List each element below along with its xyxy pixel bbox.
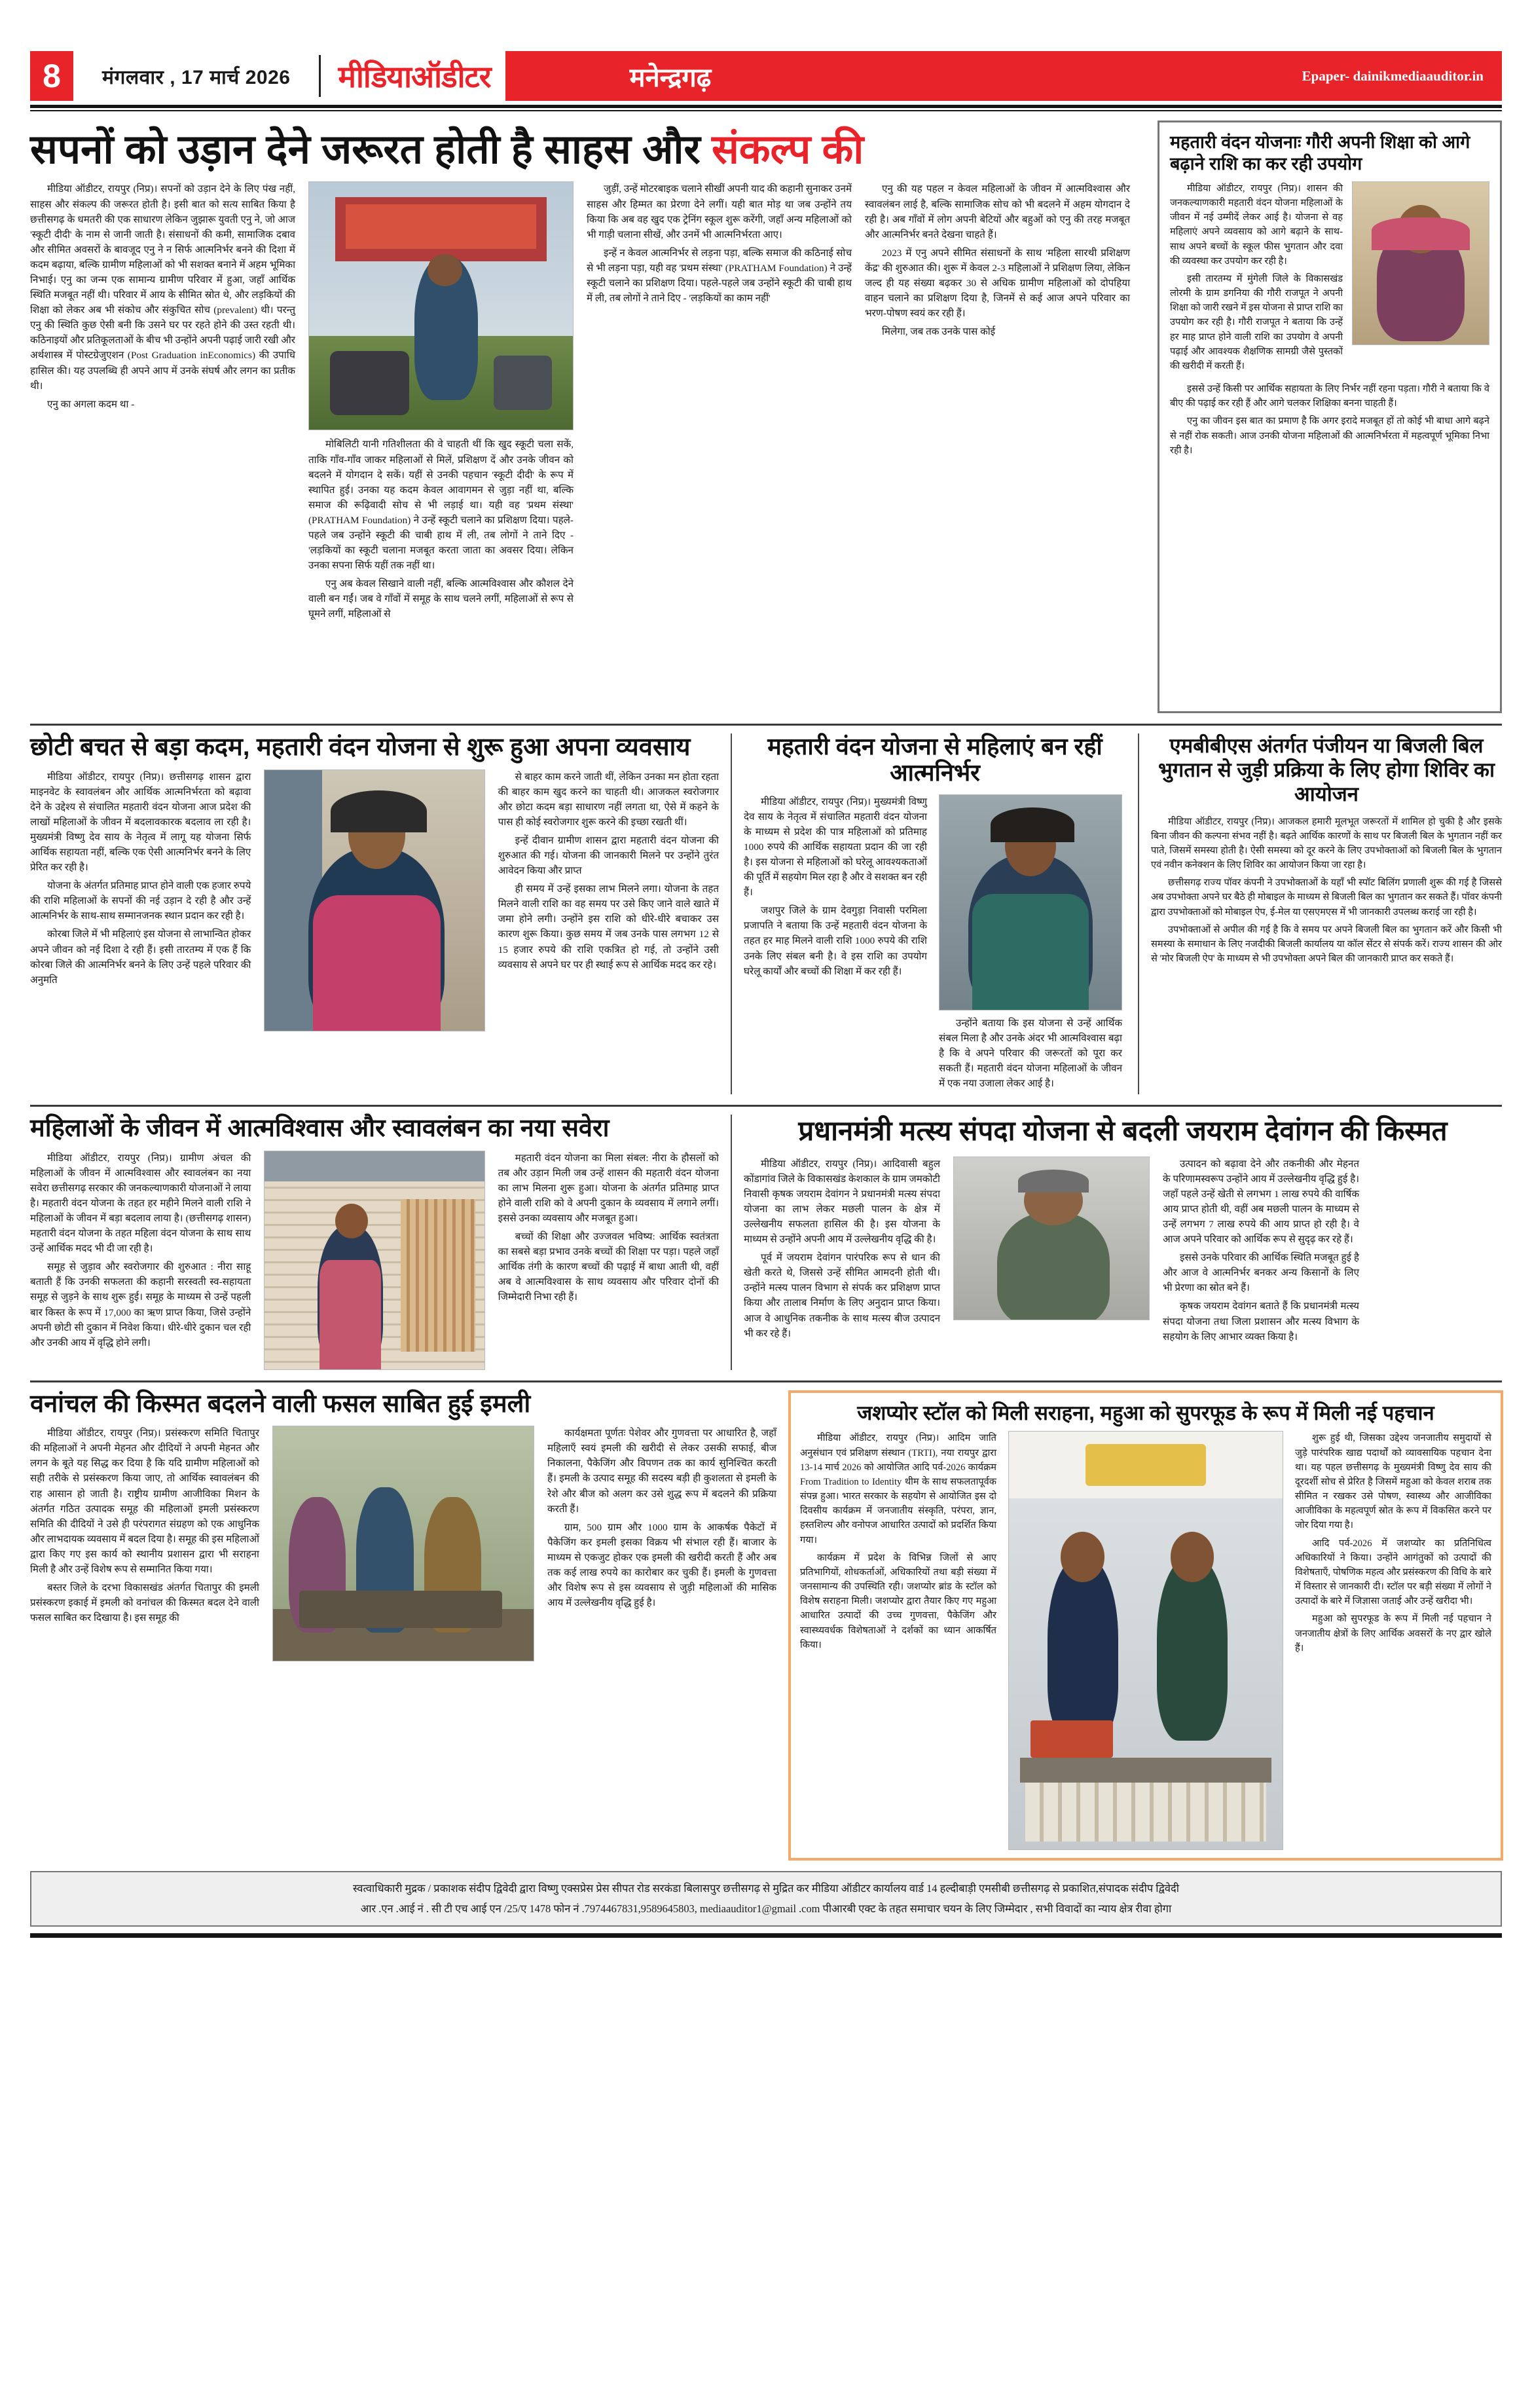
r4b-c1-p1: मीडिया ऑडीटर, रायपुर (निप्र)। आदिम जाति अनुसंधान एवं प्रशिक्षण संस्थान (TRTI), नया रायपुर द्वारा 13-14 मार्च 2026 को आयोजित आदि पर्व-2026 कार्यक्रम From Tradition to Identity थीम के साथ सफलतापूर्वक संपन्न हुआ। भारत सरकार के सहयोग से आयोजित इस दो दिवसीय कार्यक्रम में जनजातीय संस्कृति, परंपरा, ज्ञान, हस्तशिल्प और वनोपज आधारित उत्पादों को प्रदर्शित किया गया। [800,1433,996,1546]
epaper-url[interactable]: Epaper- dainikmediaauditor.in [1302,67,1484,84]
imprint-footer [30,1871,1502,1927]
masthead-rule-thin [30,110,1502,111]
side-p2: इसी तारतम्य में मुंगेली जिले के विकासखंड लोरमी के ग्राम डगनिया की गौरी राजपूत ने अपनी शिक्षा को जारी रखने में इस योजना से प्राप्त राशि का उपयोग कर रही है। गौरी राजपूत ने बताया कि उन्हें हर माह प्राप्त होने वाली राशि का उपयोग वे अपनी पढ़ाई और आवश्यक शैक्षणिक सामग्री जैसे पुस्तकों की खरीदी में करती हैं। [1170,273,1343,371]
r2c-p3: उपभोक्ताओं से अपील की गई है कि वे समय पर अपने बिजली बिल का भुगतान करें और किसी भी समस्या के समाधान के लिए नजदीकी बिजली कार्यालय या कॉल सेंटर से संपर्क करें। राज्य शासन की ओर से 'मोर बिजली ऐप' के माध्यम से भी उपभोक्ता अपने बिल की जानकारी प्राप्त कर सकते हैं। [1151,924,1502,965]
row4-b-headline: जशप्योर स्टॉल को मिली सराहना, महुआ को सुपरफूड के रूप में मिली नई पहचान [857,1401,1434,1424]
row3-story-b [732,1115,1502,1370]
side-story-headline: महतारी वंदन योजनाः गौरी अपनी शिक्षा को आगे बढ़ाने राशि का कर रही उपयोग [1170,132,1470,174]
row2-a-photo-col [264,769,484,1031]
row4-a-photo-col [272,1426,534,1661]
row2-a-photo-woman [264,769,484,1031]
section-rule-1 [30,724,1502,726]
lead-section [30,120,1502,713]
side-photo-gauri [1352,181,1489,345]
row4-a-col1 [30,1426,259,1661]
r2a-c2-p2: इन्हें दीवान ग्रामीण शासन द्वारा महतारी वंदन योजना की शुरुआत की गई। योजना की जानकारी मिलने पर उन्होंने तुरंत आवेदन किया और प्राप्त [498,834,719,877]
r2c-p1: मीडिया ऑडीटर, रायपुर (निप्र)। आजकल हमारी मूलभूत जरूरतों में शामिल हो चुकी है और इसके बिना जीवन की कल्पना संभव नहीं है। बढ़ते आर्थिक कारणों के साथ पर बिजली बिल के भुगतान नहीं कर पाते, जिसमें समस्या होती है। ऐसी समस्या को दूर करने के लिए उपभोक्ताओं को बिजली बिल के भुगतान एवं नवीन कनेक्शन के लिए शिविर का आयोजन किया जा रहा है। [1151,816,1502,871]
section-rule-3 [30,1380,1502,1382]
edition-name: मनेन्द्रगढ़ [629,63,712,92]
lead-c2-p1: मोबिलिटी यानी गतिशीलता की वे चाहती थीं कि खुद स्कूटी चला सकें, ताकि गाँव-गाँव जाकर महिलाओं से मिलें, प्रशिक्षण दें और उनके जीवन को बदलने में योगदान दे सकें। यहीं से उनकी पहचान 'स्कूटी दीदी' के रूप में स्थापित हुई। उनका यह कदम केवल आवागमन से जुड़ा नहीं था, बल्कि समाज की रूढ़िवादी सोच से भी लड़ाई था। यही वह 'प्रथम संस्था' (PRATHAM Foundation) ने उन्हें स्कूटी चलाने का प्रशिक्षण दिया। पहले-पहले जब उन्होंने स्कूटी की चाबी हाथ में ली, तब लोगों ने ताने दिए - 'लड़कियों का स्कूटी चलाना मजबूत करता जाता का अवसर दिया। लेकिन उनका सपना सिर्फ यहीं तक नहीं था। [308,439,574,572]
lead-c4-p2: 2023 में एनु अपने सीमित संसाधनों के साथ 'महिला सारथी प्रशिक्षण केंद्र' की शुरुआत की। शुरू में केवल 2-3 महिलाओं ने प्रशिक्षण लिया, लेकिन जल्द ही यह संख्या बढ़कर 30 से अधिक ग्रामीण महिलाओं को दोपहिया वाहन चलाने का प्रशिक्षण दिया है, जिनमें से कई आज अपने परिवार का भरण-पोषण स्वयं कर रही हैं। [865,247,1130,320]
r2a-c1-p1: मीडिया ऑडीटर, रायपुर (निप्र)। छत्तीसगढ़ शासन द्वारा माइनवेट के स्वावलंबन और आर्थिक आत्मनिर्भरता को बढ़ावा देने के उद्देश्य से संचालित महतारी वंदन योजना आज प्रदेश की लाखों महिलाओं के जीवन में बदलावकारक बदलाव ला रही है। मुख्यमंत्री विष्णु देव साय के नेतृत्व में लागू यह योजना सिर्फ आर्थिक सहायता नहीं, बल्कि एक ऐसी आत्मनिर्भर बनने के लिए प्रेरित कर रही है। [30,771,251,874]
r2a-c2-p3: ही समय में उन्हें इसका लाभ मिलने लगा। योजना के तहत मिलने वाली राशि का वह समय पर उसे किए जाने वाले खाते में जमा होने लगी। उन्होंने इस राशि को धीरे-धीरे बचाकर उस कारण शुरू किया। कुछ समय में जब उनके पास लगभग 12 से 15 हजार रुपये की राशि एकत्रित हो गई, तो उन्होंने उसी व्यवसाय से अपने घर पर ही स्थाई रूप से आर्थिक मदद कर रहे। [498,883,719,971]
row-2 [30,733,1502,1094]
lead-c4-p3: मिलेगा, जब तक उनके पास कोई [882,326,996,338]
r3a-c1-p1: मीडिया ऑडीटर, रायपुर (निप्र)। ग्रामीण अंचल की महिलाओं के जीवन में आत्मविश्वास और स्वावलंबन का नया सवेरा छत्तीसगढ़ सरकार की जनकल्याणकारी योजनाओं ने लाया है। महतारी वंदन योजना के तहत हर महीने मिलने वाली राशि ने महिलाओं के जीवन में बड़ा बदलाव लाया है। (छत्तीसगढ़ शासन) महतारी वंदन योजना के तहत महिला वंदन योजना के साथ साथ उन्हें आर्थिक मदद भी दी जा रही है। [30,1152,251,1255]
lead-c3-p2: इन्हें न केवल आत्मनिर्भर से लड़ना पड़ा, बल्कि समाज की कठिनाई सोच से भी लड़ना पड़ा, यही वह 'प्रथम संस्था' (PRATHAM Foundation) ने उन्हें स्कूटी चलाने का प्रशिक्षण दिया। पहले-पहले जब उन्होंने स्कूटी की चाबी हाथ में ली, तब लोगों ने ताने दिए - 'लड़कियों का काम नहीं' [587,247,852,305]
lead-c1-p1: मीडिया ऑडीटर, रायपुर (निप्र)। सपनों को उड़ान देने के लिए पंख नहीं, साहस और संकल्प की जरूरत होती है। इसी बात को सत्य साबित किया है छत्तीसगढ़ के धमतरी की एक साधारण लेकिन जुझारू युवती एनु ने, जो आज 'स्कूटी दीदी' के नाम से जानी जाती है। संसाधनों की कमी, सामाजिक दबाव और सीमित अवसरों के बावजूद एनु ने न सिर्फ आत्मनिर्भर बनने की दिशा में कदम बढ़ाया, बल्कि ग्रामीण महिलाओं को भी सशक्त बनाने में अहम भूमिका निभाई। एनु का जन्म एक सामान्य ग्रामीण परिवार में हुआ, जहाँ आर्थिक स्थिति मजबूत नहीं थी। परिवार में आय के सीमित स्रोत थे, और लड़कियों की शिक्षा को लेकर अब भी संकोच और संकुचित सोच (prevalent) थी। परन्तु एनु की स्थिति कुछ ऐसी बनी कि उसने घर पर रहते होने की उस्त रहती थी। कठिनाइयों और प्रतिकूलताओं के बीच भी उन्होंने अपनी पढ़ाई जारी रखी और अर्थशास्त्र में पोस्टग्रेजुएशन (Post Graduation inEconomics) की उपाधि हासिल की। यह उपलब्धि ही अपने आप में उनके संघर्ष और लगन का प्रतीक थी। [30,183,295,392]
r3a-c2-p1: महतारी वंदन योजना का मिला संबल: नीरा के हौसलों को तब और उड़ान मिली जब उन्हें शासन की महतारी वंदन योजना का लाभ मिलना शुरू हुआ। योजना के अंतर्गत प्रतिमाह प्राप्त होने वाली राशि को वे अपनी दुकान के व्यवसाय में लगाने लगीं। इससे उनका व्यवसाय और मजबूत हुआ। [498,1152,719,1225]
footer-rule [30,1933,1502,1938]
r4b-c2-p2: आदि पर्व-2026 में जशप्योर का प्रतिनिधित्व अधिकारियों ने किया। उन्होंने आगंतुकों को उत्पादों की विशेषताएँ, पोषणिक महत्व और प्रसंस्करण की विधि के बारे में विस्तार से जानकारी दी। स्टॉल पर बड़ी संख्या में लोगों ने उत्पादों के बारे में जिज्ञासा जताई और उन्हें खरीदा भी। [1295,1538,1491,1607]
side-p1: मीडिया ऑडीटर, रायपुर (निप्र)। शासन की जनकल्याणकारी महतारी वंदन योजना महिलाओं के जीवन में नई उम्मीदें लेकर आई है। योजना से वह महिलाएं अपने व्यवसाय को आगे बढ़ाने के साथ-साथ अपने बच्चों के स्कूल फीस भुगतान और दवा की व्यवस्था कर उपयोग कर रही है। [1170,183,1343,267]
row2-b-photo-woman [939,794,1122,1010]
lead-col-1 [30,181,295,625]
lead-col-4 [865,181,1130,625]
r4a-c2-p1: कार्यक्षमता पूर्णतः पेशेवर और गुणवत्ता पर आधारित है, जहाँ महिलाएँ स्वयं इमली की खरीदी से लेकर उसकी सफाई, बीज निकालना, पैकेजिंग और विपणन तक का कार्य सुनिश्चित करती हैं। इमली के उत्पाद समूह की सदस्य बड़ी ही कुशलता से इमली के रेशे और बीज को अलग कर उसे शुद्ध रूप में बदलने की प्रक्रिया करती हैं। [547,1428,776,1515]
imprint-line-2: आर .एन .आई नं . सी टी एच आई एन /25/ए 1478 फोन नं .7974467831,9589645803, mediaauditor1@gmail .com पीआरबी एक्ट के तहत समाचार चयन के लिए जिम्मेदार , सभी विवादों का न्याय क्षेत्र रीवा होगा [360,1902,1172,1915]
row3-a-col1 [30,1151,251,1370]
row2-story-c [1139,733,1502,1094]
row3-a-photo-shop [264,1151,484,1370]
masthead-rule-thick [30,105,1502,108]
r3b-c1-p2: पूर्व में जयराम देवांगन पारंपरिक रूप से धान की खेती करते थे, जिससे उन्हें सीमित आमदनी होती थी। उन्होंने मत्स्य पालन विभाग से संपर्क कर प्रशिक्षण प्राप्त किया और तालाब निर्माण के लिए अनुदान प्राप्त किया। आज वे आधुनिक तकनीक के साथ मत्स्य बीज उत्पादन भी कर रहे हैं। [744,1252,940,1339]
lead-columns [30,181,1130,625]
r3b-c2-p3: कृषक जयराम देवांगन बताते हैं कि प्रधानमंत्री मत्स्य संपदा योजना तथा जिला प्रशासन और मत्स्य विभाग के सहयोग के लिए आभार व्यक्त किया है। [1163,1301,1359,1343]
publication-date: मंगलवार , 17 मार्च 2026 [102,66,291,88]
row3-story-a [30,1115,731,1370]
r3a-c1-p2: समूह से जुड़ाव और स्वरोजगार की शुरुआत : नीरा साहू बताती हैं कि उनकी सफलता की कहानी सरस्वती स्व-सहायता समूह से जुड़ने के साथ शुरू हुई। समूह के माध्यम से उन्हें पहली बार किस्त के रूप में 17,000 का ऋण प्राप्त किया, जिसे उन्होंने अपनी छोटी सी दुकान में निवेश किया। धीरे-धीरे दुकान चल रही और उनकी आय में वृद्धि होने लगी। [30,1261,251,1348]
r4b-c2-p1: शुरू हुई थी, जिसका उद्देश्य जनजातीय समुदायों से जुड़े पारंपरिक खाद्य पदार्थों को व्यावसायिक पहचान देना था। यह पहल छत्तीसगढ़ के मुख्यमंत्री विष्णु देव साय की दूरदर्शी सोच से प्रेरित है जिसमें महुआ को केवल शराब तक सीमित न रखकर उसे पोषण, स्वास्थ्य और आजीविका आजीविका के महत्वपूर्ण स्रोत के रूप में विकसित करने पर जोर दिया गया है। [1295,1433,1491,1531]
edition-band [505,51,1502,101]
row3-b-col2 [1163,1157,1359,1348]
row-4 [30,1390,1502,1861]
r2a-c1-p3: कोरबा जिले में भी महिलाएं इस योजना से लाभान्वित होकर अपने जीवन को नई दिशा दे रही हैं। इसी तारतम्य में एक हैं कि कोरबा जिले की आत्मनिर्भर बनने के लिए उन्हें पहले परिवार की अनुमति [30,929,251,986]
lead-c4-p1: एनु की यह पहल न केवल महिलाओं के जीवन में आत्मविश्वास और स्वावलंबन लाई है, बल्कि सामाजिक सोच को भी बदलने में अहम योगदान दे रही है। अब गाँवों में लोग अपनी बेटियों और बहुओं को एनु की तरह मजबूत और आत्मनिर्भर बनते देखना चाहते हैं। [865,183,1130,240]
lead-main [30,120,1143,713]
r4a-c2-p2: ग्राम, 500 ग्राम और 1000 ग्राम के आकर्षक पैकेटों में पैकेजिंग कर इमली इसका विक्रय भी संभाल रही हैं। बाजार के माध्यम से एकजुट होकर एक इमली की खरीदी करती हैं और अब तक कई लाख रुपये का कारोबार कर चुकी हैं। इमली के गुणवत्ता और विशेष रूप से इस व्यवसाय से जुड़ी महिलाओं की मासिक आय में उल्लेखनीय वृद्धि हुई है। [547,1521,776,1609]
imprint-line-1: स्वत्वाधिकारी मुद्रक / प्रकाशक संदीप द्विवेदी द्वारा विष्णु एक्सप्रेस प्रेस सीपत रोड सरकंडा बिलासपुर छत्तीसगढ़ से मुद्रित कर मीडिया ऑडीटर कार्यालय वार्ड 14 हल्दीबाड़ी एमसीबी छत्तीसगढ़ से प्रकाशित,संपादक संदीप द्विवेदी [353,1882,1179,1895]
row4-a-headline: वनांचल की किस्मत बदलने वाली फसल साबित हुई इमली [30,1390,531,1418]
brand-logo: मीडियाऑडीटर [338,60,491,94]
section-rule-2 [30,1105,1502,1107]
row4-a-col2 [547,1426,776,1661]
row4-story-b [788,1390,1503,1861]
row3-b-headline: प्रधानमंत्री मत्स्य संपदा योजना से बदली जयराम देवांगन की किस्मत [798,1115,1448,1147]
lead-headline-black: सपनों को उड़ान देने जरूरत होती है साहस और [30,127,712,172]
side-p4: एनु का जीवन इस बात का प्रमाण है कि अगर इरादे मजबूत हों तो कोई भी बाधा आगे बढ़ने से नहीं रोक सकती। आज उनकी योजना महिलाओं की आत्मनिर्भरता में महत्वपूर्ण भूमिका निभा रही है। [1170,416,1489,456]
row2-b-col1 [744,794,927,1094]
row2-story-a [30,733,731,1094]
row2-a-headline: छोटी बचत से बड़ा कदम, महतारी वंदन योजना से शुरू हुआ अपना व्यवसाय [30,733,691,761]
r4b-c1-p2: कार्यक्रम में प्रदेश के विभिन्न जिलों से आए प्रतिभागियों, शोधकर्ताओं, अधिकारियों तथा बड़ी संख्या में जनसामान्य की उपस्थिति रही। जशप्योर ब्रांड के स्टॉल को विशेष सराहना मिली। जशप्योर द्वारा तैयार किए गए महुआ आधारित उत्पादों की उच्च गुणवत्ता, पैकेजिंग और स्वास्थ्यवर्धक विशेषताओं ने दर्शकों का ध्यान आकर्षित किया। [800,1552,996,1650]
row3-a-col2 [498,1151,719,1370]
row3-a-photo-col [264,1151,484,1370]
row3-b-col1 [744,1157,940,1348]
r4a-c1-p2: बस्तर जिले के दरभा विकासखंड अंतर्गत चितापुर की इमली प्रसंस्करण इकाई में इमली को वनांचल की किस्मत बदल देने वाली फसल साबित कर दिखाया है। इस समूह की [30,1582,259,1624]
feature-box-jashpure [788,1390,1503,1861]
row4-b-col1 [800,1431,996,1850]
lead-c1-p2: एनु का अगला कदम था - [47,398,135,410]
r2a-c1-p2: योजना के अंतर्गत प्रतिमाह प्राप्त होने वाली एक हजार रुपये की राशि महिलाओं के सपनों की नई उड़ान दे रही है और उन्हें आत्मनिर्भर के साथ-साथ सम्मानजनक स्थान प्रदान कर रही है। [30,880,251,922]
row4-story-a [30,1390,776,1861]
page-number: 8 [30,51,73,101]
row2-a-col2 [498,769,719,1031]
r2b-p1: मीडिया ऑडीटर, रायपुर (निप्र)। मुख्यमंत्री विष्णु देव साय के नेतृत्व में संचालित महतारी वंदन योजना के माध्यम से प्रदेश की पात्र महिलाओं को प्रतिमाह 1000 रुपये की आर्थिक सहायता प्रदान की जा रही है। इस योजना से महिलाओं को घरेलू आवश्यकताओं की पूर्ति में सहयोग मिल रहा है और वे सशक्त बन रही हैं। [744,796,927,898]
r4b-c2-p3: महुआ को सुपरफूड के रूप में मिली नई पहचान ने जनजातीय क्षेत्रों के लिए आर्थिक अवसरों के नए द्वार खोले हैं। [1295,1614,1491,1654]
r2a-c2-p1: से बाहर काम करने जाती थीं, लेकिन उनका मन होता रहता की बाहर काम खुद करने का चाहती थी। आजकल स्वरोजगार और छोटा कदम बड़ा साधारण नहीं लगता था, ऐसे में कहने के पास ही कोई स्वरोजगार शुरू करने की इच्छा रखती थीं। [498,771,719,828]
row2-b-photo-col [939,794,1122,1094]
side-story-box [1158,120,1502,713]
side-p3: इससे उन्हें किसी पर आर्थिक सहायता के लिए निर्भर नहीं रहना पड़ता। गौरी ने बताया कि वे बीए की पढ़ाई कर रही हैं और आगे चलकर शिक्षिका बनना चाहती हैं। [1170,384,1489,409]
lead-c3-p1: जुड़ीं, उन्हें मोटरबाइक चलाने सीखीं अपनी याद की कहानी सुनाकर उनमें साहस और हिम्मत का प्रेरणा देने लगीं। यही बात मोड़ था जब उन्होंने तय किया कि अब वह खुद एक ट्रेनिंग स्कूल शुरू करेंगी, जहाँ अन्य महिलाओं को भी गाड़ी चलाना सीखें, और उनमें भी आत्मनिर्भरता आए। [587,183,852,240]
lead-col-2 [308,181,574,625]
row4-a-photo-imli [272,1426,534,1661]
row3-a-headline: महिलाओं के जीवन में आत्मविश्वास और स्वावलंबन का नया सवेरा [30,1115,610,1143]
r3b-c1-p1: मीडिया ऑडीटर, रायपुर (निप्र)। आदिवासी बहुल कोंडागांव जिले के विकासखंड केशकाल के ग्राम जमकोटी निवासी कृषक जयराम देवांगन ने प्रधानमंत्री मत्स्य संपदा योजना का लाभ लेकर मछली पालन के क्षेत्र में उल्लेखनीय सफलता हासिल की है। इस योजना के माध्यम से उन्होंने अपनी आय में उल्लेखनीय वृद्धि की है। [744,1158,940,1246]
row2-a-col1 [30,769,251,1031]
masthead [30,51,1502,101]
row4-b-photo-col [1008,1431,1283,1850]
lead-col-3 [587,181,852,625]
row4-b-photo-stall [1008,1431,1283,1850]
row4-b-col2 [1295,1431,1491,1850]
row2-b-headline: महतारी वंदन योजना से महिलाएं बन रहीं आत्मनिर्भर [767,733,1103,787]
r2b-p3: उन्होंने बताया कि इस योजना से उन्हें आर्थिक संबल मिला है और उनके अंदर भी आत्मविश्वास बढ़ा है कि वे अपने परिवार की जरूरतों को पूरा कर सकती हैं। महतारी वंदन योजना महिलाओं के जीवन में एक नया उजाला लेकर आई है। [939,1017,1122,1089]
lead-headline [30,127,1130,172]
lead-photo-scooty [308,181,574,430]
r2c-p2: छत्तीसगढ़ राज्य पॉवर कंपनी ने उपभोक्ताओं के यहाँ भी स्पॉट बिलिंग प्रणाली शुरू की गई है जिससे अब उपभोक्ता अपने घर बैठे ही मोबाइल के माध्यम से बिजली बिल का भुगतान कर सकते हैं। पॉवर कंपनी द्वारा उपभोक्ताओं को मोबाइल ऐप, ई-मेल या एसएमएस में भी जानकारी उपलब्ध कराई जा रही है। [1151,878,1502,917]
row2-c-headline: एमबीबीएस अंतर्गत पंजीयन या बिजली बिल भुगतान से जुड़ी प्रक्रिया के लिए होगा शिविर का आयोजन [1158,734,1495,806]
row2-story-b [732,733,1138,1094]
lead-c2-p2: एनु अब केवल सिखाने वाली नहीं, बल्कि आत्मविश्वास और कौशल देने वाली बन गईं। जब वे गाँवों में समूह के साथ चलने लगीं, महिलाओं से रूप से घूमने लगीं, महिलाओं से [308,578,574,620]
row3-b-photo-col [953,1157,1150,1348]
row-3 [30,1115,1502,1370]
r4a-c1-p1: मीडिया ऑडीटर, रायपुर (निप्र)। प्रसंस्करण समिति चितापुर की महिलाओं ने अपनी मेहनत और दीदियों ने अपनी मेहनत और लगन के बूते यह सिद्ध कर दिया है कि यदि ग्रामीण महिलाओं को सही तरीके से प्रसंस्करण किया जाए, तो आर्थिक स्वावलंबन की राह आसान हो जाती है। राष्ट्रीय ग्रामीण आजीविका मिशन के अंतर्गत गठित उत्पादक समूह की महिलाओं इमली प्रसंस्करण समिति की दीदियों ने उसे ही परंपरागत संग्रहण को एक आधुनिक और लाभदायक व्यवसाय में बदल दिया है। समूह की इस महिलाओं द्वारा किए गए इस कार्य को स्थानीय प्रशासन द्वारा भी सराहना मिली है और उन्हें विशेष रूप से सम्मानित किया गया। [30,1428,259,1576]
lead-side-story [1143,120,1502,713]
lead-headline-red: संकल्प की [712,127,864,172]
r3a-c2-p2: बच्चों की शिक्षा और उज्जवल भविष्य: आर्थिक स्वतंत्रता का सबसे बड़ा प्रभाव उनके बच्चों की शिक्षा पर पड़ा। पहले जहाँ आर्थिक तंगी के कारण बच्चों की पढ़ाई में बाधा आती थी, वहीं अब वे आत्मविश्वास के साथ व्यवसाय और परिवार दोनों की जिम्मेदारी निभा रही हैं। [498,1231,719,1303]
r2b-p2: जशपुर जिले के ग्राम देवगुड़ा निवासी परमिला प्रजापति ने बताया कि उन्हें महतारी वंदन योजना के तहत हर माह मिलने वाली राशि 1000 रुपये की राशि उनके लिए संबल बनी है। वे इस राशि का उपयोग घरेलू कार्यों और बच्चों की शिक्षा में कर रही हैं। [744,905,927,977]
row3-b-photo-farmer [953,1157,1150,1320]
r3b-c2-p2: इससे उनके परिवार की आर्थिक स्थिति मजबूत हुई है और आज वे आत्मनिर्भर बनकर अन्य किसानों के लिए भी प्रेरणा का स्रोत बने हैं। [1163,1252,1359,1294]
r3b-c2-p1: उत्पादन को बढ़ावा देने और तकनीकी और मेहनत के परिणामस्वरूप उन्होंने आय में उल्लेखनीय वृद्धि हुई है। जहाँ पहले उन्हें खेती से लगभग 1 लाख रुपये की वार्षिक आय प्राप्त होती थी, वहीं अब मछली पालन के माध्यम से उन्हें लगभग 7 लाख रुपये की आय प्राप्त हो रही है। वे आज अपने परिवार को आर्थिक रूप से सुदृढ़ कर रहे हैं। [1163,1158,1359,1246]
